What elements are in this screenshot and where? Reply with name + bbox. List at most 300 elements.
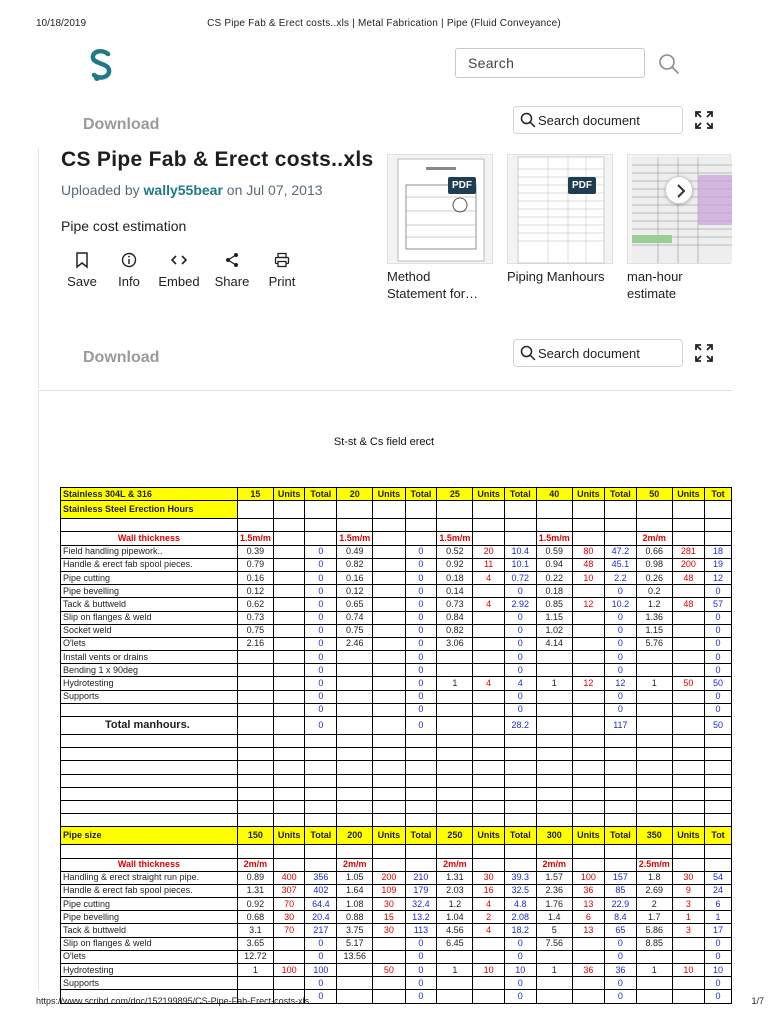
sheet-cell: [405, 858, 437, 871]
table-row: [61, 690, 732, 703]
print-footer: [0, 996, 768, 1010]
print-button[interactable]: [261, 252, 303, 289]
sheet-cell: [373, 519, 405, 532]
rate-cell: 1.57: [536, 871, 572, 884]
bookmark-icon: [74, 252, 90, 268]
sheet-cell: [705, 748, 732, 761]
rate-cell: 1: [536, 964, 572, 977]
sheet-header-cell: Total: [405, 827, 437, 845]
sheet-cell: [61, 774, 238, 787]
rate-cell: 0.65: [337, 598, 373, 611]
info-button[interactable]: [108, 252, 150, 289]
sheet-cell: [705, 735, 732, 748]
related-doc-thumbnail[interactable]: [627, 154, 731, 264]
sheet-cell: [405, 735, 437, 748]
sheet-cell: [373, 501, 405, 519]
total-cell: 50: [705, 677, 732, 690]
sheet-cell: [237, 845, 273, 858]
sheet-cell: [604, 787, 636, 800]
sheet-cell: [705, 774, 732, 787]
rate-cell: 1: [437, 964, 473, 977]
units-cell: [473, 937, 505, 950]
rate-cell: [536, 977, 572, 990]
related-doc-title: Method: [387, 269, 431, 284]
sheet-subtitle-row: [61, 501, 732, 519]
rate-cell: 0.62: [237, 598, 273, 611]
sheet-header-cell: Units: [373, 827, 405, 845]
units-cell: 48: [572, 558, 604, 571]
total-cell: 4.8: [504, 898, 536, 911]
total-cell: 0: [504, 651, 536, 664]
total-cell: 8.4: [604, 911, 636, 924]
units-cell: [373, 624, 405, 637]
total-cell: 0: [604, 690, 636, 703]
sheet-cell: [672, 787, 704, 800]
related-doc-caption[interactable]: [387, 268, 478, 302]
row-label: Bending 1 x 90deg: [61, 664, 238, 677]
total-cell: 0: [305, 677, 337, 690]
rate-cell: 13.56: [337, 950, 373, 963]
wall-thickness-value: 2m/m: [437, 858, 473, 871]
document-preview-image: [508, 155, 614, 265]
sheet-cell: [473, 774, 505, 787]
sheet-cell: [273, 800, 305, 813]
sheet-cell: [705, 532, 732, 545]
units-cell: [672, 950, 704, 963]
related-doc-thumbnail[interactable]: [387, 154, 493, 264]
sheet-cell: [504, 761, 536, 774]
share-button[interactable]: [208, 252, 256, 289]
sheet-cell: [672, 761, 704, 774]
wall-thickness-value: 2m/m: [636, 532, 672, 545]
units-cell: [672, 611, 704, 624]
sheet-cell: [237, 800, 273, 813]
units-cell: 48: [672, 571, 704, 584]
related-doc-caption[interactable]: [627, 268, 683, 302]
total-cell: 0: [405, 585, 437, 598]
sheet-cell: [337, 519, 373, 532]
table-row: [61, 977, 732, 990]
sheet-cell: [705, 814, 732, 827]
download-toolbar: [38, 104, 732, 150]
sheet-cell: [273, 532, 305, 545]
units-cell: 20: [473, 545, 505, 558]
pdf-badge: PDF: [568, 177, 596, 194]
total-cell: 22.9: [604, 898, 636, 911]
related-doc-caption[interactable]: [507, 268, 605, 285]
table-row: [61, 545, 732, 558]
total-manhours-value: 0: [305, 717, 337, 735]
sheet-cell: [604, 858, 636, 871]
rate-cell: [437, 950, 473, 963]
rate-cell: [636, 651, 672, 664]
sheet-cell: [437, 501, 473, 519]
row-label: Socket weld: [61, 624, 238, 637]
rate-cell: [636, 703, 672, 716]
row-label: Pipe cutting: [61, 898, 238, 911]
units-cell: 4: [473, 677, 505, 690]
sheet-header-cell: 25: [437, 488, 473, 501]
rate-cell: 0.74: [337, 611, 373, 624]
sheet-cell: [305, 800, 337, 813]
sheet-cell: [273, 519, 305, 532]
wall-thickness-value: 1.5m/m: [237, 532, 273, 545]
rate-cell: 1.64: [337, 884, 373, 897]
row-label: Pipe bevelling: [61, 585, 238, 598]
sheet-cell: [305, 532, 337, 545]
empty-row: [61, 774, 732, 787]
document-preview-image: [388, 155, 494, 265]
sheet-cell: [672, 717, 704, 735]
sheet-cell: [504, 845, 536, 858]
sheet-cell: [273, 761, 305, 774]
sheet-cell: [61, 735, 238, 748]
sheet-cell: [273, 787, 305, 800]
sheet-cell: [473, 800, 505, 813]
rate-cell: [337, 703, 373, 716]
sheet-cell: [604, 814, 636, 827]
units-cell: 36: [572, 884, 604, 897]
sheet-cell: [305, 787, 337, 800]
units-cell: [273, 637, 305, 650]
rate-cell: 1.36: [636, 611, 672, 624]
sheet-cell: [437, 748, 473, 761]
sheet-cell: [473, 501, 505, 519]
total-cell: 0: [604, 664, 636, 677]
rate-cell: 0.73: [237, 611, 273, 624]
total-manhours-value: 0: [405, 717, 437, 735]
units-cell: [273, 977, 305, 990]
total-cell: 0: [405, 637, 437, 650]
units-cell: [473, 585, 505, 598]
sheet-cell: [572, 501, 604, 519]
total-cell: 32.4: [405, 898, 437, 911]
units-cell: [473, 977, 505, 990]
rate-cell: [237, 651, 273, 664]
units-cell: [273, 950, 305, 963]
sheet-cell: [636, 761, 672, 774]
sheet-cell: [373, 717, 405, 735]
rate-cell: 0.52: [437, 545, 473, 558]
sheet-header-cell: 15: [237, 488, 273, 501]
empty-row: [61, 761, 732, 774]
total-cell: 85: [604, 884, 636, 897]
units-cell: [672, 637, 704, 650]
total-cell: 10.1: [504, 558, 536, 571]
total-cell: 12: [604, 677, 636, 690]
units-cell: 100: [572, 871, 604, 884]
sheet-cell: [504, 787, 536, 800]
units-cell: 30: [373, 898, 405, 911]
sheet-cell: [373, 748, 405, 761]
sheet-cell: [405, 845, 437, 858]
rate-cell: [237, 664, 273, 677]
rate-cell: 0.82: [337, 558, 373, 571]
total-cell: 0: [305, 611, 337, 624]
units-cell: [572, 624, 604, 637]
rate-cell: [536, 664, 572, 677]
total-cell: 217: [305, 924, 337, 937]
rate-cell: [536, 690, 572, 703]
units-cell: 3: [672, 898, 704, 911]
sheet-cell: [473, 519, 505, 532]
units-cell: 36: [572, 964, 604, 977]
total-cell: 12: [705, 571, 732, 584]
search-document-input[interactable]: [513, 339, 683, 367]
sheet-cell: [273, 735, 305, 748]
units-cell: [572, 611, 604, 624]
sheet-cell: [636, 735, 672, 748]
sheet-cell: [672, 735, 704, 748]
total-cell: 0: [405, 937, 437, 950]
rate-cell: [636, 977, 672, 990]
table-row: [61, 898, 732, 911]
total-cell: 0: [504, 690, 536, 703]
rate-cell: 7.56: [536, 937, 572, 950]
rate-cell: 4.14: [536, 637, 572, 650]
sheet-cell: [504, 774, 536, 787]
info-label: Info: [118, 274, 140, 289]
total-cell: 1: [705, 911, 732, 924]
sheet-cell: [636, 501, 672, 519]
sheet-cell: [636, 717, 672, 735]
row-label: O'lets: [61, 637, 238, 650]
total-cell: 0: [504, 937, 536, 950]
units-cell: [473, 611, 505, 624]
total-cell: 2.2: [604, 571, 636, 584]
rate-cell: 1.4: [536, 911, 572, 924]
units-cell: 10: [572, 571, 604, 584]
total-manhours-row: [61, 717, 732, 735]
sheet-header-cell: 20: [337, 488, 373, 501]
spacer-row: [61, 519, 732, 532]
save-button[interactable]: [61, 252, 103, 289]
sheet-cell: [273, 858, 305, 871]
table-row: [61, 637, 732, 650]
sheet-cell: [504, 800, 536, 813]
total-cell: 0: [705, 611, 732, 624]
sheet-cell: [305, 501, 337, 519]
search-icon[interactable]: [657, 52, 681, 76]
sheet-header-cell: Units: [672, 488, 704, 501]
rate-cell: 0.22: [536, 571, 572, 584]
wall-thickness-value: 1.5m/m: [536, 532, 572, 545]
units-cell: 4: [473, 598, 505, 611]
units-cell: [273, 651, 305, 664]
rate-cell: 0.73: [437, 598, 473, 611]
sheet-cell: [437, 717, 473, 735]
sheet-cell: [604, 800, 636, 813]
total-cell: 18: [705, 545, 732, 558]
wall-thickness-label: Wall thickness: [61, 858, 238, 871]
units-cell: 4: [473, 924, 505, 937]
units-cell: [672, 664, 704, 677]
sheet-cell: [437, 845, 473, 858]
total-manhours-value: 50: [705, 717, 732, 735]
table-row: [61, 651, 732, 664]
rate-cell: 1.2: [437, 898, 473, 911]
total-cell: 10.4: [504, 545, 536, 558]
wall-thickness-value: 2.5m/m: [636, 858, 672, 871]
rate-cell: 1: [237, 964, 273, 977]
units-cell: [373, 677, 405, 690]
total-cell: 0: [604, 703, 636, 716]
units-cell: [572, 585, 604, 598]
total-cell: 0: [305, 703, 337, 716]
total-cell: 0: [504, 624, 536, 637]
sheet-cell: [473, 717, 505, 735]
sheet-cell: [705, 501, 732, 519]
spacer-row: [61, 814, 732, 827]
total-cell: 0: [705, 950, 732, 963]
sheet-cell: [536, 774, 572, 787]
download-button[interactable]: Download: [83, 116, 160, 133]
rate-cell: 0.94: [536, 558, 572, 571]
rate-cell: [337, 664, 373, 677]
units-cell: [672, 703, 704, 716]
download-button[interactable]: Download: [83, 349, 160, 366]
sheet-cell: [536, 748, 572, 761]
row-label: Slip on flanges & weld: [61, 611, 238, 624]
total-cell: 0: [405, 558, 437, 571]
rate-cell: 1.15: [636, 624, 672, 637]
sheet-cell: [61, 519, 238, 532]
fullscreen-icon[interactable]: [694, 110, 714, 130]
total-cell: 0: [705, 651, 732, 664]
units-cell: 15: [373, 911, 405, 924]
sheet-header-cell: Total: [305, 827, 337, 845]
units-cell: [273, 571, 305, 584]
rate-cell: 5.76: [636, 637, 672, 650]
units-cell: 10: [473, 964, 505, 977]
total-cell: 0: [705, 990, 732, 1003]
row-label: O'lets: [61, 950, 238, 963]
sheet-header-title: Stainless 304L & 316: [61, 488, 238, 501]
rate-cell: 0.59: [536, 545, 572, 558]
spreadsheet-table: [60, 487, 732, 1004]
table-row: [61, 911, 732, 924]
rate-cell: 3.75: [337, 924, 373, 937]
rate-cell: [437, 651, 473, 664]
sheet-cell: [405, 748, 437, 761]
row-label: Hydrotesting: [61, 964, 238, 977]
sheet-cell: [504, 858, 536, 871]
units-cell: [672, 624, 704, 637]
total-cell: 4: [504, 677, 536, 690]
total-cell: 32.5: [504, 884, 536, 897]
sheet-header-cell: Total: [604, 488, 636, 501]
sheet-cell: [572, 814, 604, 827]
search-document-input[interactable]: [513, 106, 683, 134]
sheet-cell: [572, 787, 604, 800]
sheet-cell: [337, 717, 373, 735]
units-cell: 3: [672, 924, 704, 937]
units-cell: 6: [572, 911, 604, 924]
total-cell: 0: [604, 611, 636, 624]
sheet-cell: [273, 774, 305, 787]
rate-cell: 0.88: [337, 911, 373, 924]
carousel-next-button[interactable]: [665, 176, 693, 204]
rate-cell: 2.16: [237, 637, 273, 650]
sheet-cell: [61, 814, 238, 827]
fullscreen-icon[interactable]: [694, 343, 714, 363]
table-row: [61, 703, 732, 716]
sheet-header-cell: Total: [604, 827, 636, 845]
total-cell: 13.2: [405, 911, 437, 924]
rate-cell: 0.39: [237, 545, 273, 558]
rate-cell: [536, 651, 572, 664]
sheet-cell: [337, 814, 373, 827]
sheet-header-cell: Total: [405, 488, 437, 501]
sheet-cell: [604, 845, 636, 858]
sheet-cell: [437, 735, 473, 748]
units-cell: [473, 664, 505, 677]
sheet-cell: [705, 519, 732, 532]
table-row: [61, 884, 732, 897]
table-row: [61, 664, 732, 677]
row-label: Tack & buttweld: [61, 924, 238, 937]
embed-button[interactable]: [155, 252, 203, 289]
units-cell: [373, 690, 405, 703]
sheet-cell: [672, 774, 704, 787]
rate-cell: [636, 664, 672, 677]
sheet-cell: [61, 748, 238, 761]
units-cell: [373, 651, 405, 664]
sheet-cell: [572, 748, 604, 761]
related-doc-thumbnail[interactable]: [507, 154, 613, 264]
total-cell: 0: [305, 598, 337, 611]
units-cell: 16: [473, 884, 505, 897]
total-cell: 0: [305, 651, 337, 664]
rate-cell: 0.79: [237, 558, 273, 571]
total-cell: 0: [705, 703, 732, 716]
total-cell: 0: [305, 690, 337, 703]
scribd-logo-icon[interactable]: [88, 48, 116, 82]
rate-cell: 1: [437, 677, 473, 690]
print-date: 10/18/2019: [36, 18, 87, 29]
table-row: [61, 585, 732, 598]
sheet-cell: [672, 814, 704, 827]
sheet-header-cell: 350: [636, 827, 672, 845]
sheet-cell: [405, 774, 437, 787]
total-cell: 113: [405, 924, 437, 937]
sheet-cell: [572, 858, 604, 871]
sheet-cell: [604, 501, 636, 519]
rate-cell: 0.14: [437, 585, 473, 598]
rate-cell: [636, 690, 672, 703]
search-document-label: Search document: [538, 113, 640, 128]
units-cell: [473, 950, 505, 963]
table-row: [61, 624, 732, 637]
search-input[interactable]: [455, 48, 645, 78]
sheet-cell: [273, 717, 305, 735]
sheet-heading: St-st & Cs field erect: [333, 436, 435, 448]
empty-row: [61, 787, 732, 800]
uploader-link[interactable]: wally55bear: [143, 182, 223, 198]
sheet-cell: [61, 787, 238, 800]
total-cell: 0: [604, 937, 636, 950]
rate-cell: 2.36: [536, 884, 572, 897]
rate-cell: 12.72: [237, 950, 273, 963]
rate-cell: 0.26: [636, 571, 672, 584]
sheet-cell: [373, 845, 405, 858]
table-row: [61, 677, 732, 690]
table-row: [61, 571, 732, 584]
rate-cell: [536, 950, 572, 963]
sheet-cell: [437, 519, 473, 532]
chevron-right-icon: [666, 177, 694, 205]
units-cell: 30: [672, 871, 704, 884]
